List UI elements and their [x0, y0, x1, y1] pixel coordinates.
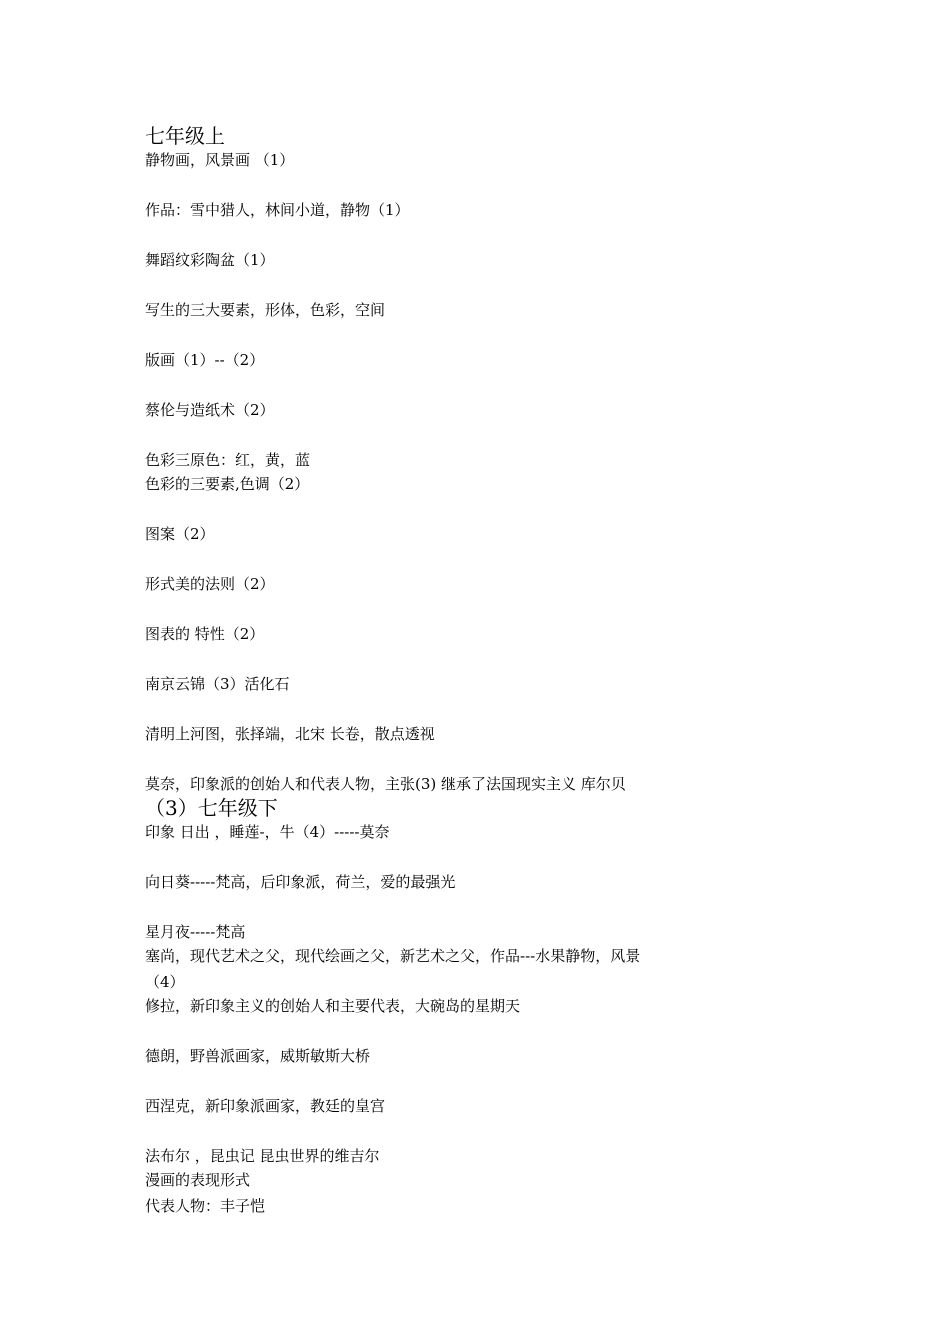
text-line: 法布尔 ，昆虫记 昆虫世界的维吉尔	[145, 1147, 380, 1165]
text-line: 修拉，新印象主义的创始人和主要代表，大碗岛的星期天	[145, 997, 521, 1015]
text-line: 代表人物：丰子恺	[145, 1197, 266, 1215]
text-line: 图案（2）	[145, 525, 215, 543]
text-line: 蔡伦与造纸术（2）	[145, 401, 275, 419]
text-line: 清明上河图，张择端，北宋 长卷，散点透视	[145, 725, 435, 743]
text-line: 版画（1）--（2）	[145, 351, 265, 369]
text-line: 舞蹈纹彩陶盆（1）	[145, 251, 275, 269]
text-line: 写生的三大要素，形体，色彩，空间	[145, 301, 386, 319]
text-line: 静物画，风景画 （1）	[145, 151, 295, 169]
text-line: 德朗，野兽派画家，威斯敏斯大桥	[145, 1047, 371, 1065]
text-line: （4）	[145, 973, 185, 991]
text-line: 星月夜-----梵高	[145, 923, 246, 941]
section-heading-grade7-first: 七年级上	[145, 124, 225, 148]
text-line: 莫奈，印象派的创始人和代表人物，主张(3) 继承了法国现实主义 库尔贝	[145, 775, 626, 793]
text-line: 形式美的法则（2）	[145, 575, 275, 593]
section-heading-line	[145, 796, 278, 820]
text-line: 塞尚，现代艺术之父，现代绘画之父，新艺术之父，作品---水果静物，风景	[145, 947, 641, 965]
text-line: 漫画的表现形式	[145, 1171, 251, 1189]
text-line: 南京云锦（3）活化石	[145, 675, 290, 693]
text-line: 印象 日出 ，睡莲-，牛（4）-----莫奈	[145, 823, 390, 841]
text-line: 色彩三原色：红，黄，蓝	[145, 451, 311, 469]
text-line: 向日葵-----梵高，后印象派，荷兰，爱的最强光	[145, 873, 456, 891]
text-fragment: （3）	[145, 796, 198, 820]
section-heading-grade7-second: 七年级下	[197, 796, 278, 820]
text-line: 作品：雪中猎人，林间小道，静物（1）	[145, 201, 410, 219]
text-line: 图表的 特性（2）	[145, 625, 265, 643]
text-line: 色彩的三要素,色调（2）	[145, 475, 310, 493]
text-line: 西涅克，新印象派画家，教廷的皇宫	[145, 1097, 386, 1115]
